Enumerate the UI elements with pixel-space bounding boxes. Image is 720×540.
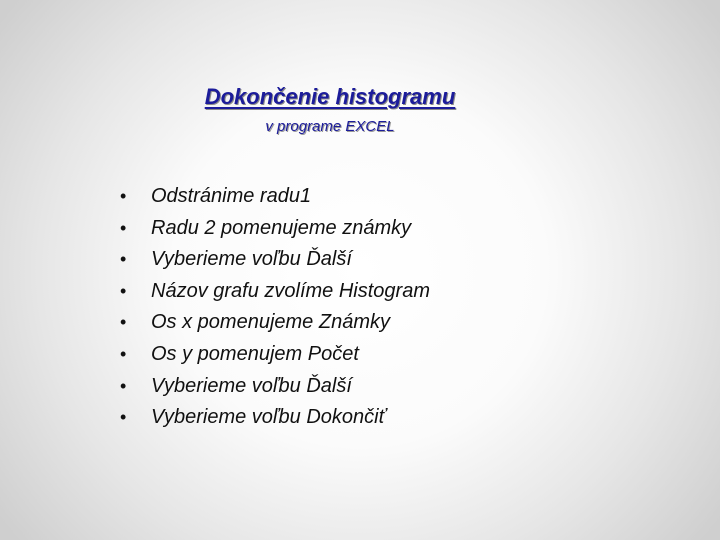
- list-item-text: Vyberieme voľbu Dokončiť: [151, 406, 386, 429]
- list-item-text: Odstránime radu1: [151, 185, 312, 207]
- slide-subtitle: v programe EXCEL: [265, 118, 395, 135]
- list-item-text: Os x pomenujeme Známky: [151, 311, 390, 334]
- bullet-list: [120, 181, 430, 434]
- list-item: [120, 371, 430, 403]
- bullet-icon: •: [120, 343, 127, 364]
- bullet-icon: •: [120, 280, 127, 301]
- list-item: [120, 307, 430, 339]
- list-item: [120, 402, 430, 434]
- list-item: [120, 213, 430, 245]
- list-item-text: Vyberieme voľbu Ďalší: [151, 248, 352, 271]
- bullet-icon: •: [120, 249, 127, 270]
- list-item: [120, 339, 430, 371]
- bullet-icon: •: [120, 312, 127, 333]
- list-item: [120, 244, 430, 276]
- list-item: [120, 181, 430, 213]
- list-item-text: Os y pomenujem Počet: [151, 342, 359, 365]
- bullet-icon: •: [120, 407, 127, 428]
- slide-title: Dokončenie histogramu: [204, 84, 456, 109]
- list-item-text: Názov grafu zvolíme Histogram: [151, 279, 430, 302]
- list-item-text: Radu 2 pomenujeme známky: [151, 216, 412, 239]
- list-item: [120, 276, 430, 308]
- list-item-text: Vyberieme voľbu Ďalší: [151, 374, 352, 397]
- bullet-icon: •: [120, 217, 127, 238]
- bullet-icon: •: [120, 186, 127, 206]
- bullet-icon: •: [120, 375, 127, 396]
